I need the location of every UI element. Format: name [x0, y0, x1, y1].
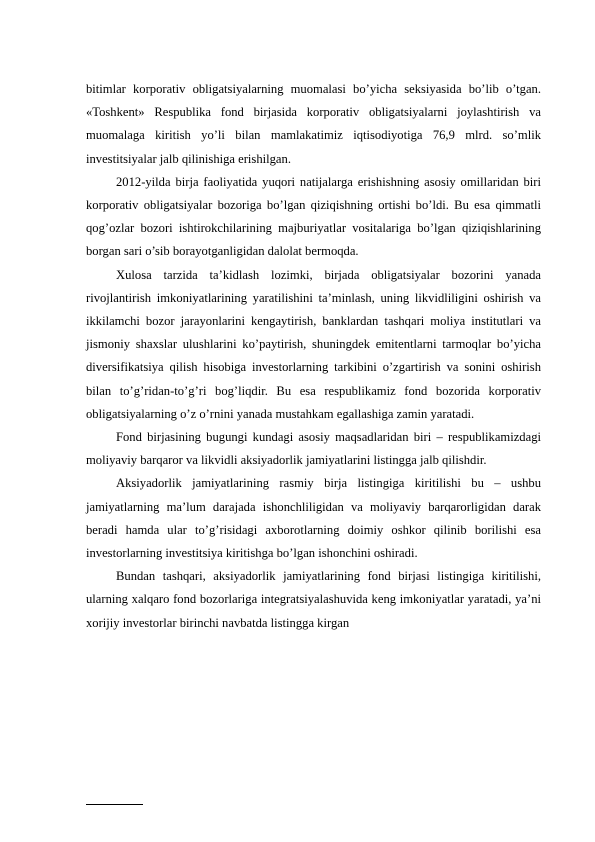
- paragraph-5: Aksiyadorlik jamiyatlarining rasmiy birja listingiga kiritilishi bu – ushbu jamiyatlarning ma’lum darajada ishonchliligidan va moliyaviy barqarorligidan darak beradi hamda ular to’g’risidagi axborotlarning doimiy oshkor qilinib borilishi esa investorlarning investitsiya kiritishga bo’lgan ishonchini oshiradi.: [86, 476, 541, 561]
- paragraph-4: Fond birjasining bugungi kundagi asosiy maqsadlaridan biri – respublikamizdagi moliyaviy barqaror va likvidli aksiyadorlik jamiyatlarini listingga jalb qilishdir.: [86, 430, 541, 468]
- paragraph-1: bitimlar korporativ obligatsiyalarning muomalasi bo’yicha seksiyasida bo’lib o’tgan. «Toshkent» Respublika fond birjasida korporativ obligatsiyalarni joylashtirish va muomalaga kiritish yo’li bilan mamlakatimiz iqtisodiyotiga 76,9 mlrd. so’mlik investitsiyalar jalb qilinishiga erishilgan.: [86, 82, 541, 166]
- footnote-separator: [86, 804, 143, 805]
- paragraph-6: Bundan tashqari, aksiyadorlik jamiyatlarining fond birjasi listingiga kiritilishi, ularning xalqaro fond bozorlariga integratsiyalashuvida keng imkoniyatlar yaratadi, ya’ni xorijiy investorlar birinchi navbatda listingga kirgan: [86, 569, 541, 630]
- document-body: [86, 78, 541, 635]
- paragraph-3: Xulosa tarzida ta’kidlash lozimki, birjada obligatsiyalar bozorini yanada rivojlantirish imkoniyatlarining yaratilishini ta’minlash, uning likvidliligini oshirish va ikkilamchi bozor jarayonlarini kengaytirish, banklardan tashqari moliya institutlari va jismoniy shaxslar ulushlarini ko’paytirish, shuningdek emitentlarni tarmoqlar bo’yicha diversifikatsiya qilish hisobiga investorlarning tarkibini o’zgartirish va sonini oshirish bilan to’g’ridan-to’g’ri bog’liqdir. Bu esa respublikamiz fond bozorida korporativ obligatsiyalarning o’z o’rnini yanada mustahkam egallashiga zamin yaratadi.: [86, 267, 541, 421]
- paragraph-2: 2012-yilda birja faoliyatida yuqori natijalarga erishishning asosiy omillaridan biri korporativ obligatsiyalar bozoriga bo’lgan qiziqishning ortishi bo’ldi. Bu esa qimmatli qog’ozlar bozori ishtirokchilarining majburiyatlar vositalariga bo’lgan qiziqishlarining borgan sari o’sib borayotganligidan dalolat bermoqda.: [86, 174, 541, 259]
